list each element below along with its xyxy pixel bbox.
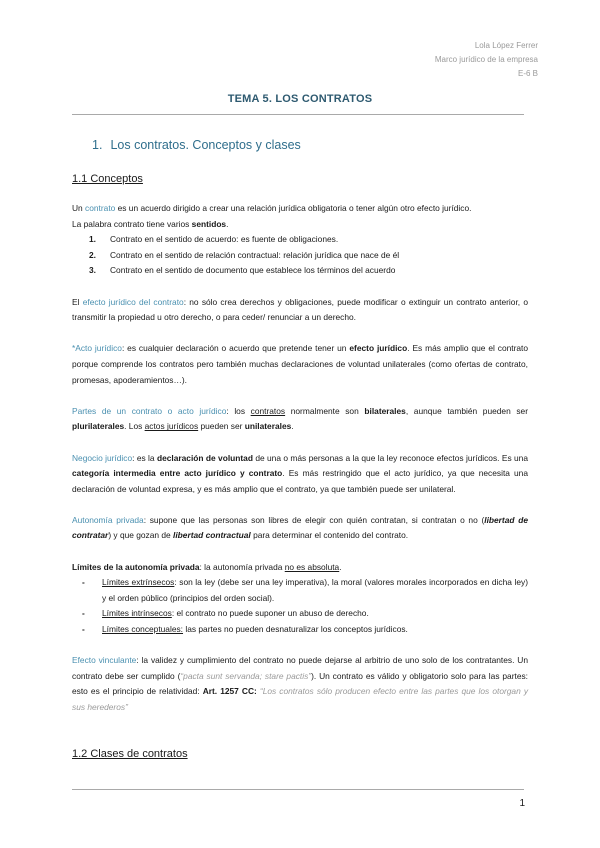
- list-item: - Límites intrínsecos: el contrato no puede suponer un abuso de derecho.: [82, 608, 369, 619]
- intro-paragraph: Un contrato es un acuerdo dirigido a crear una relación jurídica obligatoria o tener algún otro efecto jurídico.: [72, 203, 472, 213]
- footer-divider: [72, 789, 524, 790]
- autonomia-paragraph: Autonomía privada: supone que las personas son libres de elegir con quién contratan, si contratan o no (libertad de contratar) y que gozan de libertad contractual para determinar el contenido del contrato.: [72, 514, 528, 541]
- header-group: E-6 B: [517, 69, 538, 78]
- page-number: 1: [519, 798, 525, 809]
- list-item: - Límites conceptuales: las partes no pueden desnaturalizar los conceptos jurídicos.: [82, 624, 408, 635]
- subsection-heading-conceptos: 1.1 Conceptos: [72, 173, 143, 185]
- limites-list: [72, 575, 528, 637]
- page-header: [435, 39, 538, 81]
- limites-paragraph: Límites de la autonomía privada: la autonomía privada no es absoluta.: [72, 561, 342, 572]
- document-title: TEMA 5. LOS CONTRATOS: [227, 93, 373, 105]
- list-item: 3. Contrato en el sentido de documento que establece los términos del acuerdo: [89, 265, 396, 276]
- header-author: Lola López Ferrer: [474, 41, 538, 50]
- list-item: 2. Contrato en el sentido de relación contractual: relación jurídica que nace de él: [89, 249, 400, 260]
- subsection-heading-clases: 1.2 Clases de contratos: [72, 748, 188, 760]
- list-item: - Límites extrínsecos: son la ley (debe ser una ley imperativa), la moral (valores morales incorporados en dicha ley) y el orden público (principios del orden social).: [82, 577, 528, 603]
- title-divider: [72, 114, 524, 115]
- acto-paragraph: *Acto jurídico: es cualquier declaración o acuerdo que pretende tener un efecto jurídico. Es más amplio que el contrato porque comprende los contratos pero también muchas declaraciones de voluntad unilaterales (como ofertas de contrato, promesas, apoderamientos…).: [72, 343, 529, 385]
- article-quote: “Los contratos sólo producen efecto entre las partes que los otorgan y sus herederos”: [72, 686, 529, 712]
- efecto-paragraph: El efecto jurídico del contrato: no sólo crea derechos y obligaciones, puede modificar o extinguir un contrato anterior, o transmitir la propiedad u otro derecho, o para ceder/ renunciar a un derecho.: [72, 296, 528, 323]
- vinculante-paragraph: Efecto vinculante: la validez y cumplimiento del contrato no puede dejarse al arbitrio de uno solo de los contratantes. Un contrato debe ser cumplido (“pacta sunt servanda; stare pactis”). Un contrato es válido y obligatorio solo para las partes: esto es el principio de relatividad: Art. 1257 CC: “Los contratos sólo producen efecto entre las partes que los otorgan y sus herederos”: [72, 655, 529, 712]
- list-item: 1. Contrato en el sentido de acuerdo: es fuente de obligaciones.: [89, 234, 339, 245]
- section-number: 1.: [92, 138, 103, 152]
- senses-list: [72, 232, 528, 279]
- term-contrato: contrato: [85, 203, 116, 213]
- negocio-paragraph: Negocio jurídico: es la declaración de voluntad de una o más personas a la que la ley reconoce efectos jurídicos. Es una categoría intermedia entre acto jurídico y contrato. Es más restringido que el acto jurídico, ya que necesita una declaración de voluntad expresa, y es más amplio que el contrato, ya que también puede ser unilateral.: [72, 452, 528, 494]
- section-heading: [92, 138, 301, 152]
- senses-paragraph: La palabra contrato tiene varios sentidos.: [72, 218, 229, 229]
- document-body: [72, 201, 528, 716]
- partes-paragraph: Partes de un contrato o acto jurídico: los contratos normalmente son bilaterales, aunque también pueden ser plurilaterales. Los actos jurídicos pueden ser unilaterales.: [72, 405, 528, 432]
- header-subject: Marco jurídico de la empresa: [434, 55, 538, 64]
- section-title: Los contratos. Conceptos y clases: [110, 138, 301, 152]
